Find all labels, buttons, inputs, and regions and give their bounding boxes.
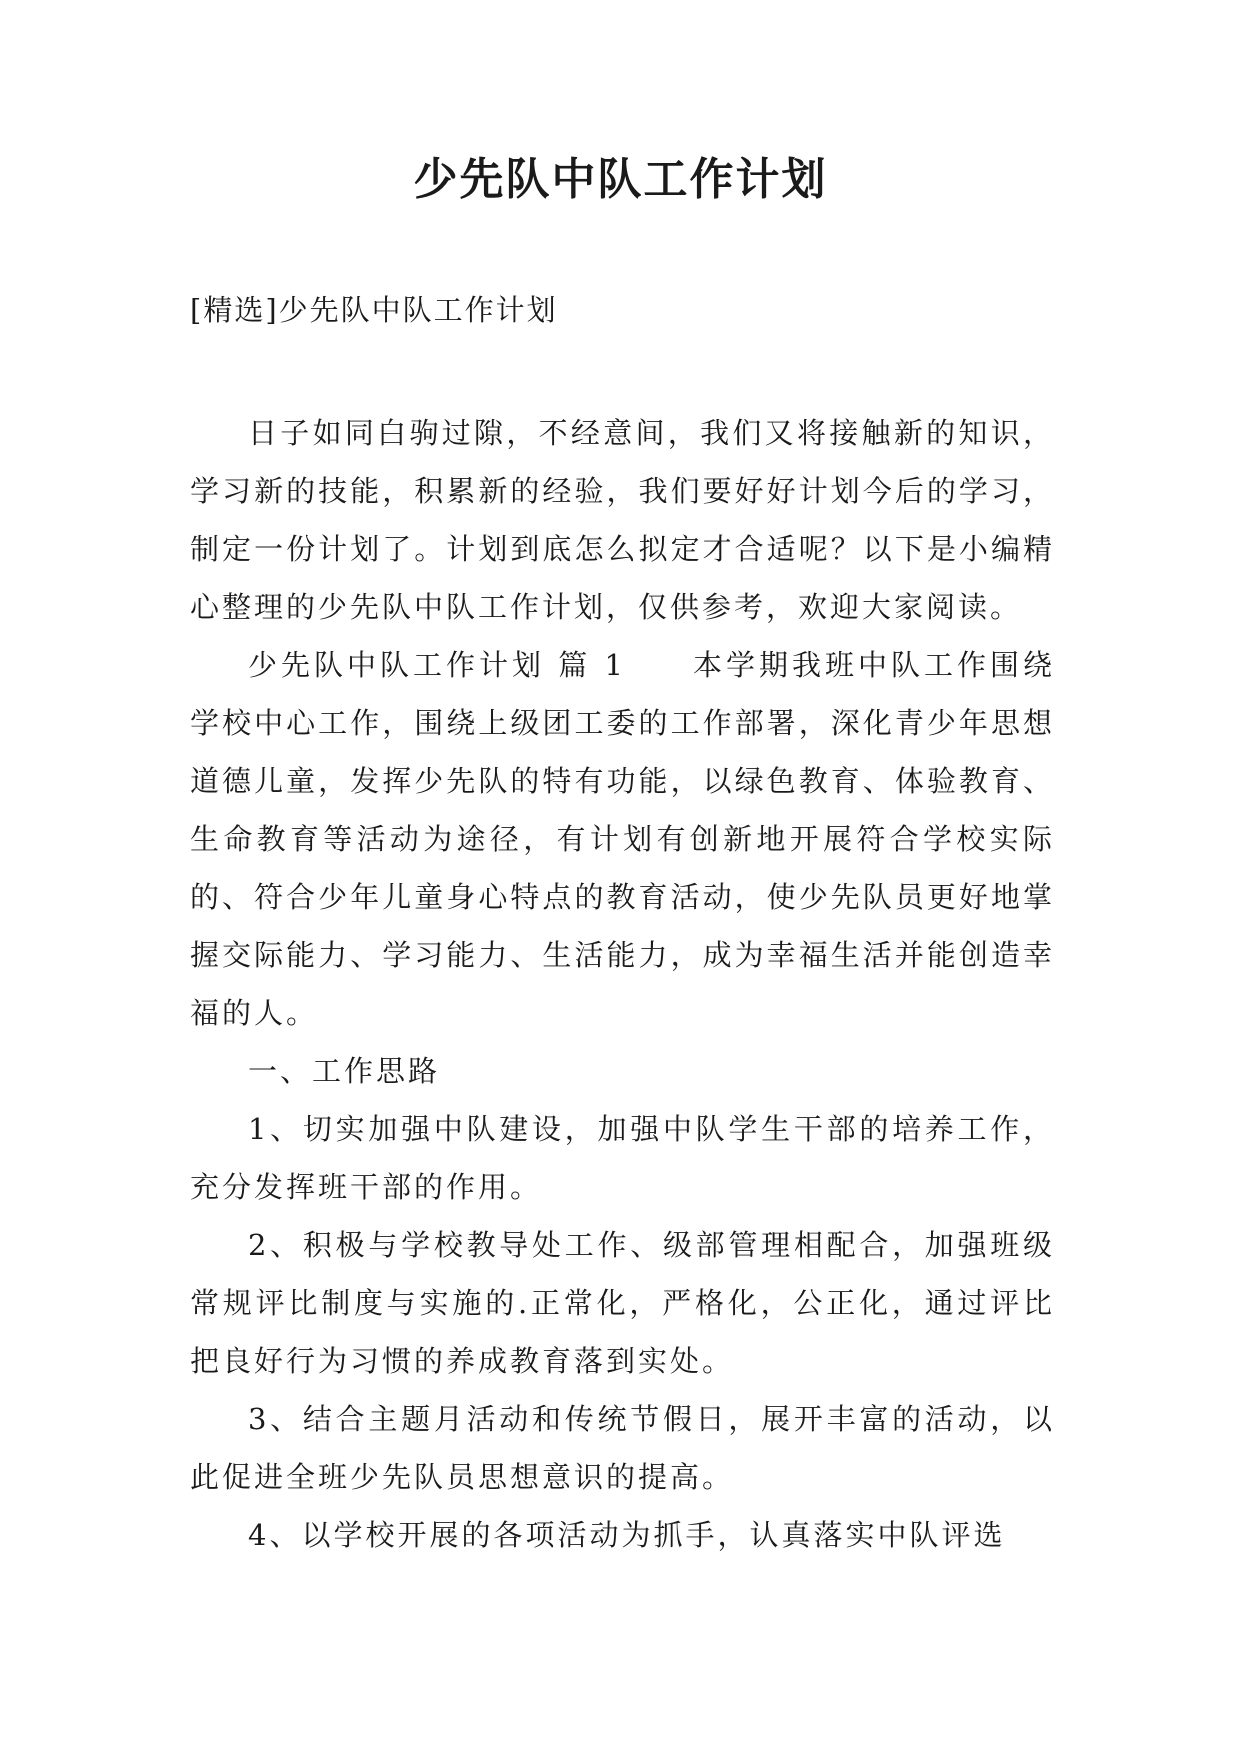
document-subtitle: [精选]少先队中队工作计划	[190, 293, 558, 327]
section-heading-work-approach: 一、工作思路	[248, 1054, 441, 1088]
paragraph-intro: 日子如同白驹过隙，不经意间，我们又将接触新的知识，学习新的技能，积累新的经验，我们要好好计划今后的学习，制定一份计划了。计划到底怎么拟定才合适呢？以下是小编精心整理的少先队中队工作计划，仅供参考，欢迎大家阅读。	[190, 416, 1055, 624]
paragraph-item-2: 2、积极与学校教导处工作、级部管理相配合，加强班级常规评比制度与实施的.正常化，严格化，公正化，通过评比把良好行为习惯的养成教育落到实处。	[190, 1228, 1055, 1378]
paragraph-item-1: 1、切实加强中队建设，加强中队学生干部的培养工作，充分发挥班干部的作用。	[190, 1112, 1055, 1204]
document-body	[190, 404, 1055, 1564]
paragraph-plan-overview: 少先队中队工作计划 篇 1 本学期我班中队工作围绕学校中心工作，围绕上级团工委的工作部署，深化青少年思想道德儿童，发挥少先队的特有功能，以绿色教育、体验教育、生命教育等活动为途径，有计划有创新地开展符合学校实际的、符合少年儿童身心特点的教育活动，使少先队员更好地掌握交际能力、学习能力、生活能力，成为幸福生活并能创造幸福的人。	[190, 648, 1055, 1030]
paragraph-item-3: 3、结合主题月活动和传统节假日，展开丰富的活动，以此促进全班少先队员思想意识的提高。	[190, 1402, 1055, 1494]
paragraph-item-4: 4、以学校开展的各项活动为抓手，认真落实中队评选	[248, 1518, 1006, 1552]
document-title: 少先队中队工作计划	[413, 154, 828, 205]
